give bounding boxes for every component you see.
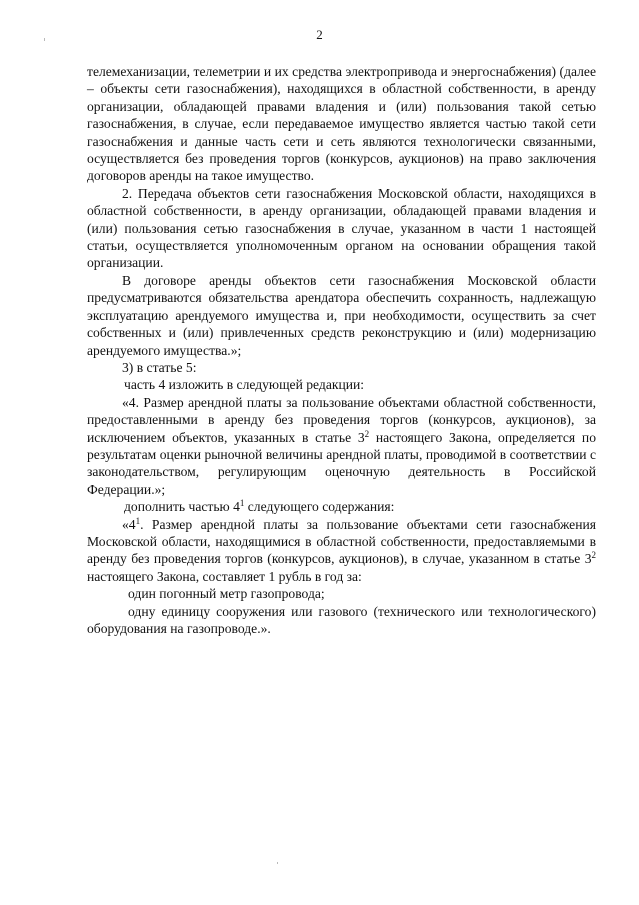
superscript: 1	[239, 498, 245, 509]
text-segment: «4	[122, 516, 136, 532]
paragraph-lease-contract: В договоре аренды объектов сети газоснабжения Московской области предусматриваются обязательства арендатора обеспечить сохранность, надлежащую эксплуатацию арендуемого имущества и, при необходимости, осуществить за счет собственных и (или) привлеченных средств реконструкцию и (или) модернизацию арендуемого имущества.»;	[87, 272, 596, 358]
document-body	[87, 63, 596, 637]
text-segment: «4. Размер арендной платы за пользование объектами областной собственности, предоставленными в аренду без проведения торгов (конкурсов, аукционов), за исключением объектов, указанных в статье 3	[87, 394, 596, 445]
paragraph-part-2: 2. Передача объектов сети газоснабжения Московской области, находящихся в областной собственности, в аренду организации, обладающей правами владения и (или) пользования сетью газоснабжения в случае, указанном в части 1 настоящей статьи, осуществляется уполномоченным органом на основании обращения такой организации.	[87, 185, 596, 271]
paragraph-part-4-text	[87, 394, 596, 498]
text-segment: настоящего Закона, определяется по результатам оценки рыночной величины арендной платы, проводимой в соответствии с законодательством, регулирующим оценочную деятельность в Российской Федерации.»;	[87, 429, 596, 497]
list-item-article-5: 3) в статье 5:	[122, 359, 197, 375]
paragraph-part-4-intro: часть 4 изложить в следующей редакции:	[124, 377, 365, 393]
list-item-pipeline-meter: один погонный метр газопровода;	[128, 586, 325, 602]
paragraph-part-4-1-text	[87, 516, 596, 586]
superscript: 2	[364, 428, 370, 439]
paragraph-part-4-1-intro	[87, 498, 596, 515]
scan-speck	[277, 862, 278, 864]
superscript: 2	[591, 550, 596, 561]
scan-speck	[44, 38, 45, 41]
superscript: 1	[135, 515, 141, 526]
paragraph-continuation: телемеханизации, телеметрии и их средства электропривода и энергоснабжения) (далее – объекты сети газоснабжения), находящихся в областной собственности, в аренду организации, обладающей правами владения и (или) пользования такой сетью газоснабжения, в случае, если передаваемое имущество является частью такой сети газоснабжения и данные часть сети и сеть являются технологически связанными, осуществляется без проведения торгов (конкурсов, аукционов) на право заключения договоров аренды на такое имущество.	[87, 64, 596, 184]
text-segment: следующего содержания:	[244, 499, 395, 515]
text-segment: дополнить частью 4	[124, 499, 240, 515]
page-number: 2	[316, 27, 323, 42]
text-segment: . Размер арендной платы за пользование объектами сети газоснабжения Московской области, находящимися в областной собственности, предоставляемыми в аренду без проведения торгов (конкурсов, аукционов), в случае, указанном в статье 3	[87, 516, 596, 567]
list-item-equipment-unit: одну единицу сооружения или газового (технического или технологического) оборудования на газопроводе.».	[87, 603, 596, 636]
text-segment: настоящего Закона, составляет 1 рубль в год за:	[87, 568, 362, 584]
